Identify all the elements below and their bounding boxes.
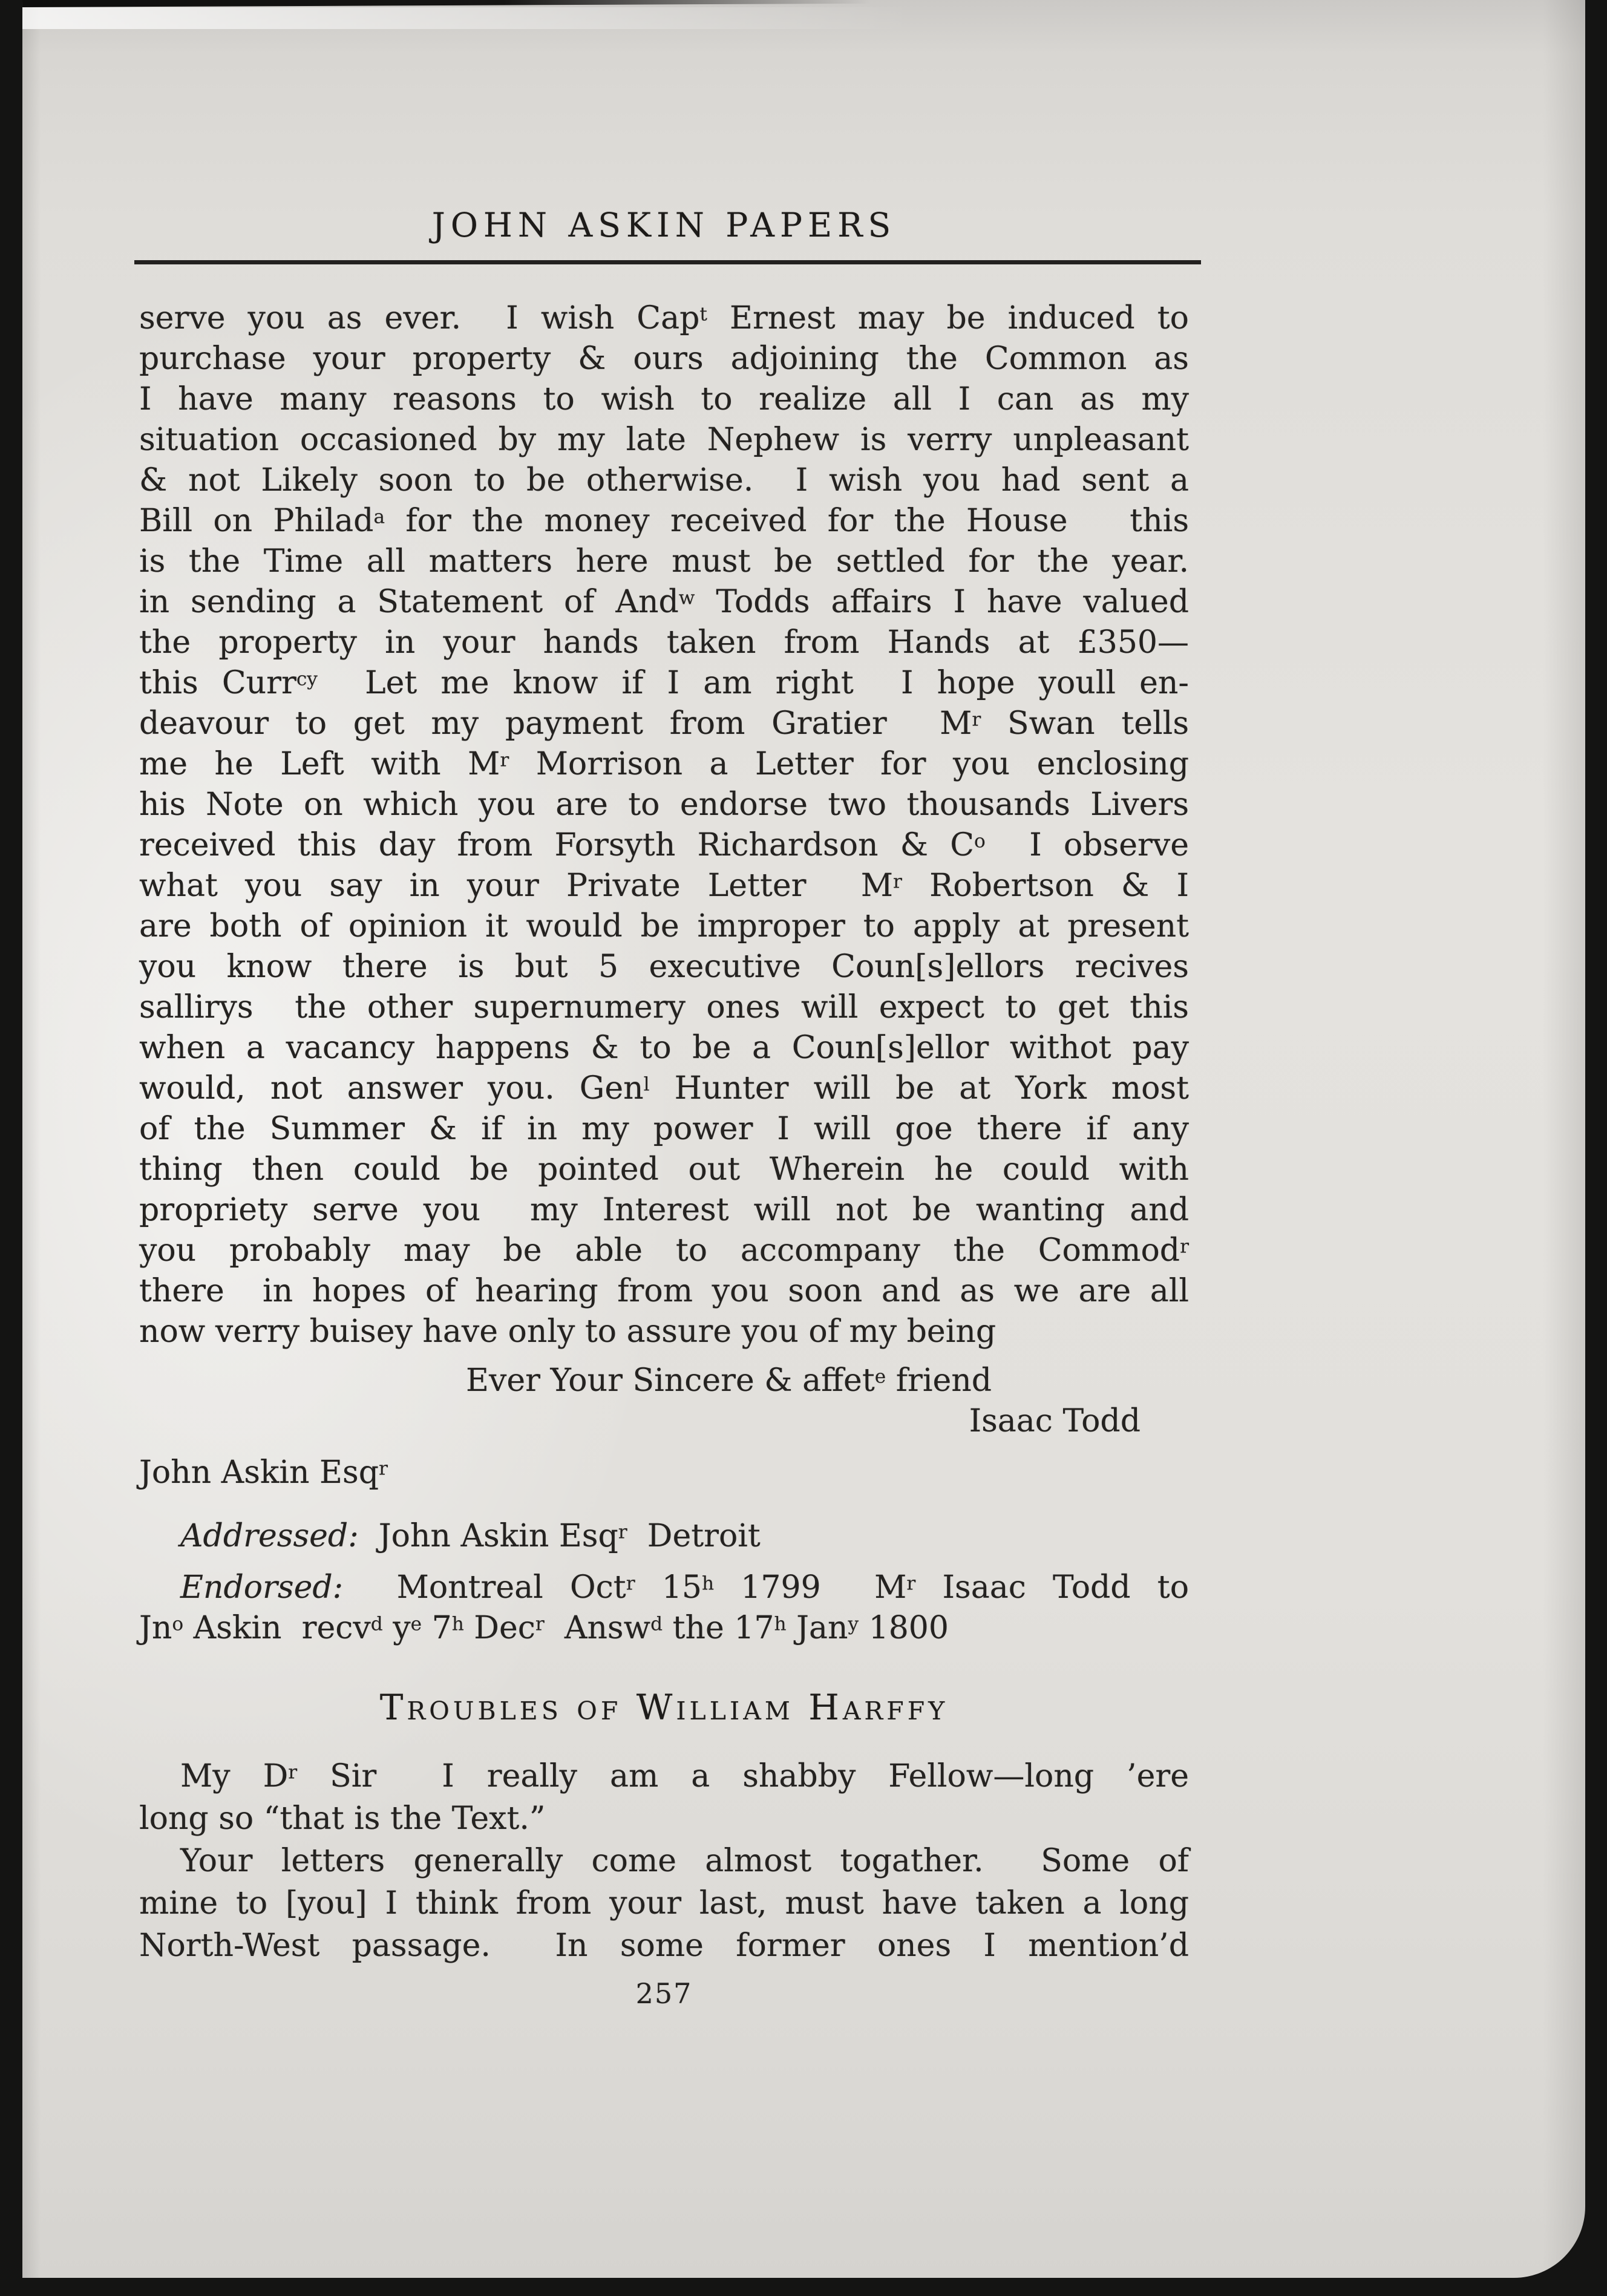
- section-heading: Troubles of William Harffy: [379, 1687, 949, 1728]
- superscript-text: r: [906, 1572, 916, 1595]
- superscript-text: r: [1180, 1235, 1189, 1258]
- letter-body-line: purchase your property & ours adjoining the Common as: [139, 341, 1189, 377]
- superscript-text: d: [650, 1613, 663, 1635]
- letter-body-line: sallirys the other supernumery ones will expect to get this: [139, 989, 1189, 1025]
- paragraph-line: mine to [you] I think from your last, must have taken a long: [139, 1885, 1189, 1922]
- superscript-text: h: [451, 1613, 464, 1635]
- superscript-text: y: [848, 1613, 859, 1635]
- addressed-line: Addressed: John Askin Esq$^r$ Detroit: [180, 1518, 761, 1554]
- letter-body-line: now verry buisey have only to assure you of my being: [139, 1313, 997, 1350]
- paragraph-line: My $D^r$ Sir I really am a shabby Fellow—long ’ere: [180, 1758, 1189, 1794]
- letter-body-line: deavour to get my payment from Gratier $M^r$ Swan tells: [139, 705, 1190, 742]
- letter-body-line: you know there is but 5 executive Coun[s]ellors recives: [139, 949, 1189, 985]
- superscript-text: l: [643, 1073, 650, 1096]
- superscript-text: d: [370, 1613, 383, 1635]
- letter-recipient-line: John Askin Esq$^r$: [139, 1454, 388, 1491]
- superscript-text: a: [373, 506, 385, 528]
- running-head-title: JOHN ASKIN PAPERS: [431, 206, 897, 244]
- letter-body-line: situation occasioned by my late Nephew is verry unpleasant: [139, 422, 1189, 458]
- letter-body-line: is the Time all matters here must be settled for the year.: [139, 543, 1189, 580]
- letter-body-line: the property in your hands taken from Hands at £350—: [139, 624, 1189, 661]
- text-column: [139, 0, 1189, 2012]
- letter-body-line: serve you as ever. I wish Cap$^t$ Ernest may be induced to: [139, 300, 1189, 336]
- letter-body: [139, 298, 1189, 1352]
- letter-body-line: when a vacancy happens & to be a Coun[s]ellor withot pay: [139, 1030, 1189, 1066]
- letter-body-line: are both of opinion it would be improper to apply at present: [139, 908, 1189, 944]
- harffy-paragraph-1: [139, 1755, 1189, 1840]
- superscript-text: e: [874, 1365, 886, 1388]
- paragraph-line: Your letters generally come almost togather. Some of: [180, 1843, 1189, 1879]
- book-page: [22, 0, 1585, 2278]
- letter-signature: Isaac Todd: [969, 1403, 1141, 1439]
- superscript-text: r: [500, 749, 509, 771]
- superscript-text: h: [774, 1613, 787, 1635]
- superscript-text: r: [618, 1521, 627, 1543]
- letter-body-line: received this day from Forsyth Richardson & $C^o$ I observe: [139, 827, 1189, 863]
- letter-body-line: I have many reasons to wish to realize all I can as my: [139, 381, 1189, 417]
- letter-body-line: you probably may be able to accompany the Commod$^r$: [139, 1232, 1189, 1269]
- endorsed-label: Endorsed:: [180, 1569, 344, 1606]
- letter-body-line: his Note on which you are to endorse two thousands Livers: [139, 787, 1189, 823]
- letter-body-line: propriety serve you my Interest will not be wanting and: [139, 1192, 1189, 1228]
- superscript-text: r: [535, 1613, 545, 1635]
- harffy-paragraph-2: [139, 1840, 1189, 1967]
- letter-body-line: there in hopes of hearing from you soon and as we are all: [139, 1273, 1189, 1309]
- header-divider-rule: [134, 260, 1201, 264]
- letter-body-line: & not Likely soon to be otherwise. I wish you had sent a: [139, 462, 1189, 499]
- endorsed-line-1: Endorsed: Montreal Oct$^r$ 15$^h$ 1799 $M^r$ Isaac Todd to: [180, 1569, 1190, 1606]
- superscript-text: r: [893, 871, 902, 893]
- page-number: 257: [635, 1977, 693, 2010]
- superscript-text: w: [678, 587, 695, 609]
- superscript-text: h: [702, 1572, 715, 1595]
- superscript-text: r: [626, 1572, 635, 1595]
- letter-body-line: of the Summer & if in my power I will goe there if any: [139, 1111, 1189, 1147]
- superscript-text: r: [972, 708, 981, 731]
- addressed-label: Addressed:: [180, 1518, 359, 1554]
- letter-body-line: in sending a Statement of And$^w$ Todds affairs I have valued: [139, 584, 1189, 620]
- endorsed-line-2: Jn$^o$ Askin recv$^d$ $y^e$ 7$^h$ Dec$^r$ Answ$^d$ the 17$^h$ Jan$^y$ 1800: [139, 1610, 949, 1646]
- paragraph-line: North-West passage. In some former ones I mention’d: [139, 1928, 1189, 1964]
- letter-body-line: thing then could be pointed out Wherein he could with: [139, 1151, 1189, 1188]
- superscript-text: o: [974, 830, 986, 852]
- letter-body-line: me he Left with $M^r$ Morrison a Letter for you enclosing: [139, 746, 1189, 782]
- superscript-text: cy: [296, 668, 318, 690]
- letter-body-line: would, not answer you. Gen$^l$ Hunter will be at York most: [139, 1070, 1189, 1107]
- letter-body-line: this Curr$^{cy}$ Let me know if I am right I hope youll en-: [139, 665, 1189, 701]
- superscript-text: t: [699, 303, 707, 325]
- superscript-text: o: [172, 1613, 184, 1635]
- letter-body-line: what you say in your Private Letter $M^r$ Robertson & I: [139, 868, 1189, 904]
- superscript-text: r: [288, 1761, 298, 1784]
- letter-closing-line: Ever Your Sincere & affet$^e$ friend: [466, 1362, 992, 1399]
- superscript-text: r: [379, 1457, 388, 1480]
- superscript-text: e: [410, 1613, 422, 1635]
- paragraph-line: long so “that is the Text.”: [139, 1800, 546, 1837]
- letter-body-line: Bill on Philad$^a$ for the money received for the House this: [139, 503, 1189, 539]
